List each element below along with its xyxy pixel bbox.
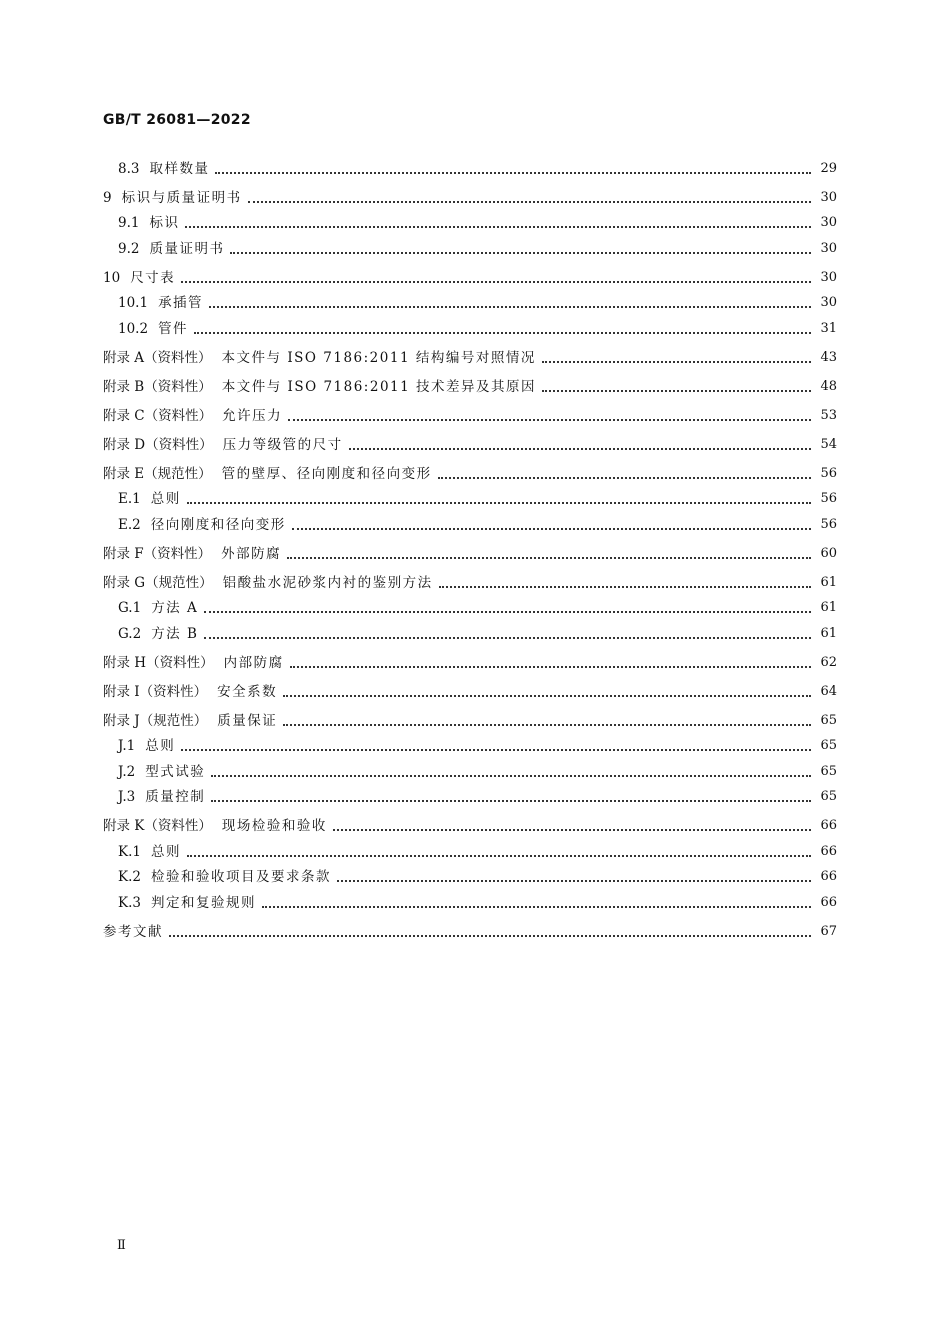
toc-entry-page: 31 bbox=[820, 320, 837, 336]
toc-entry[interactable] bbox=[103, 232, 837, 258]
dot-leader bbox=[290, 665, 811, 668]
toc-entry-page: 67 bbox=[820, 923, 837, 939]
toc-entry-page: 30 bbox=[820, 189, 837, 205]
toc-entry-title: 管件 bbox=[158, 320, 189, 337]
toc-entry-page: 29 bbox=[820, 160, 837, 176]
toc-entry-number: 附录 I（资料性） bbox=[103, 683, 208, 700]
toc-entry-title: 尺寸表 bbox=[130, 269, 176, 286]
dot-leader bbox=[349, 447, 811, 450]
toc-entry-page: 65 bbox=[820, 789, 837, 804]
toc-entry-page: 66 bbox=[820, 843, 837, 859]
dot-leader bbox=[292, 527, 811, 530]
toc-entry-number: 附录 G（规范性） bbox=[103, 574, 213, 591]
toc-entry-title: 现场检验和验收 bbox=[221, 818, 327, 834]
toc-entry-page: 60 bbox=[820, 545, 837, 561]
document-id: GB/T 26081—2022 bbox=[103, 112, 251, 128]
toc-entry-number: J.1 bbox=[118, 738, 136, 754]
toc-entry-number: 10 bbox=[103, 269, 121, 286]
toc-entry[interactable] bbox=[103, 810, 837, 836]
toc-entry-page: 30 bbox=[820, 240, 837, 256]
dot-leader bbox=[283, 694, 811, 697]
toc-entry[interactable] bbox=[103, 835, 837, 861]
toc-entry[interactable] bbox=[103, 886, 837, 912]
toc-entry-page: 65 bbox=[820, 738, 837, 753]
dot-leader bbox=[438, 476, 811, 479]
toc-entry-page: 62 bbox=[820, 654, 837, 670]
toc-entry-number: K.2 bbox=[118, 869, 141, 885]
dot-leader bbox=[185, 225, 811, 228]
dot-leader bbox=[187, 501, 811, 504]
table-of-contents bbox=[103, 152, 837, 941]
toc-entry-number: 9 bbox=[103, 189, 112, 206]
toc-entry[interactable] bbox=[103, 428, 837, 454]
toc-entry-title: 径向刚度和径向变形 bbox=[150, 516, 286, 533]
toc-entry[interactable] bbox=[103, 508, 837, 534]
toc-entry-title: 本文件与 ISO 7186:2011 技术差异及其原因 bbox=[221, 378, 537, 395]
toc-entry-number: K.1 bbox=[118, 843, 141, 860]
toc-entry-page: 43 bbox=[820, 349, 837, 365]
dot-leader bbox=[230, 251, 811, 254]
dot-leader bbox=[181, 280, 811, 283]
toc-entry-number: 9.1 bbox=[118, 215, 140, 231]
toc-entry-number: E.1 bbox=[118, 491, 141, 507]
toc-entry-title: 本文件与 ISO 7186:2011 结构编号对照情况 bbox=[221, 349, 536, 366]
dot-leader bbox=[248, 200, 811, 203]
toc-entry-title: 方法 A bbox=[151, 600, 199, 616]
toc-entry-title: 总则 bbox=[150, 843, 181, 860]
dot-leader bbox=[337, 879, 811, 882]
toc-entry-number: 9.2 bbox=[118, 240, 140, 257]
toc-entry-title: 总则 bbox=[145, 738, 176, 754]
toc-entry-title: 质量证明书 bbox=[149, 240, 225, 257]
toc-entry-number: 附录 H（资料性） bbox=[103, 654, 214, 671]
toc-entry[interactable] bbox=[103, 617, 837, 643]
toc-entry-title: 管的壁厚、径向刚度和径向变形 bbox=[221, 465, 432, 482]
toc-entry-page: 61 bbox=[820, 625, 837, 641]
toc-entry[interactable] bbox=[103, 915, 837, 941]
toc-entry-page: 64 bbox=[820, 683, 837, 699]
toc-entry[interactable] bbox=[103, 675, 837, 701]
toc-entry-number: G.2 bbox=[118, 625, 142, 642]
toc-entry[interactable] bbox=[103, 781, 837, 807]
toc-entry[interactable] bbox=[103, 181, 837, 207]
dot-leader bbox=[542, 389, 811, 392]
toc-entry[interactable] bbox=[103, 566, 837, 592]
toc-entry-page: 66 bbox=[820, 818, 837, 833]
dot-leader bbox=[169, 934, 811, 937]
toc-entry-page: 30 bbox=[820, 215, 837, 230]
toc-entry-number: J.2 bbox=[118, 763, 136, 780]
toc-entry-title: 方法 B bbox=[151, 625, 199, 642]
toc-entry[interactable] bbox=[103, 370, 837, 396]
toc-entry[interactable] bbox=[103, 755, 837, 781]
toc-entry-title: 内部防腐 bbox=[223, 654, 284, 671]
toc-entry-number: 8.3 bbox=[118, 160, 140, 177]
dot-leader bbox=[262, 905, 811, 908]
toc-entry-page: 53 bbox=[820, 407, 837, 423]
dot-leader bbox=[204, 636, 811, 639]
toc-entry-title: 铝酸盐水泥砂浆内衬的鉴别方法 bbox=[222, 574, 433, 591]
toc-entry-number: J.3 bbox=[118, 789, 136, 805]
toc-entry-page: 56 bbox=[820, 465, 837, 481]
toc-entry-page: 61 bbox=[820, 600, 837, 615]
dot-leader bbox=[211, 799, 811, 802]
toc-entry-title: 承插管 bbox=[158, 295, 204, 311]
toc-entry[interactable] bbox=[103, 312, 837, 338]
toc-entry-page: 56 bbox=[820, 516, 837, 532]
toc-entry-title: 允许压力 bbox=[222, 407, 283, 424]
toc-entry-page: 65 bbox=[820, 763, 837, 779]
dot-leader bbox=[283, 723, 811, 726]
toc-entry-title: 标识与质量证明书 bbox=[121, 189, 242, 206]
toc-entry-title: 型式试验 bbox=[145, 763, 206, 780]
toc-entry-number: 10.2 bbox=[118, 320, 149, 337]
toc-entry-page: 48 bbox=[820, 378, 837, 394]
toc-entry-page: 65 bbox=[820, 712, 837, 728]
dot-leader bbox=[542, 360, 811, 363]
toc-entry-title: 质量保证 bbox=[217, 712, 278, 729]
toc-entry-number: 附录 E（规范性） bbox=[103, 465, 212, 482]
toc-entry[interactable] bbox=[103, 457, 837, 483]
toc-entry[interactable] bbox=[103, 152, 837, 178]
toc-entry-number: K.3 bbox=[118, 894, 141, 911]
toc-entry[interactable] bbox=[103, 287, 837, 313]
dot-leader bbox=[194, 331, 811, 334]
toc-entry-number: 附录 C（资料性） bbox=[103, 407, 213, 424]
dot-leader bbox=[215, 171, 811, 174]
toc-entry-number: G.1 bbox=[118, 600, 142, 616]
toc-entry-number: 附录 D（资料性） bbox=[103, 436, 213, 453]
toc-entry-title: 压力等级管的尺寸 bbox=[222, 436, 343, 453]
toc-entry[interactable] bbox=[103, 399, 837, 425]
toc-entry-title: 判定和复验规则 bbox=[150, 894, 256, 911]
toc-entry-number: 10.1 bbox=[118, 295, 149, 311]
toc-entry-page: 30 bbox=[820, 269, 837, 285]
toc-entry-title: 总则 bbox=[150, 491, 181, 507]
toc-entry[interactable] bbox=[103, 537, 837, 563]
toc-entry-number: E.2 bbox=[118, 516, 141, 533]
toc-entry-title: 标识 bbox=[149, 215, 180, 231]
toc-entry-number: 附录 F（资料性） bbox=[103, 545, 212, 562]
toc-entry[interactable] bbox=[103, 207, 837, 233]
toc-entry-page: 30 bbox=[820, 295, 837, 310]
dot-leader bbox=[333, 828, 811, 831]
toc-entry[interactable] bbox=[103, 704, 837, 730]
toc-entry[interactable] bbox=[103, 861, 837, 887]
toc-entry-title: 质量控制 bbox=[145, 789, 206, 805]
toc-entry-page: 66 bbox=[820, 869, 837, 884]
toc-entry-title: 检验和验收项目及要求条款 bbox=[150, 869, 331, 885]
dot-leader bbox=[288, 418, 811, 421]
toc-entry-page: 54 bbox=[820, 436, 837, 452]
toc-entry-page: 61 bbox=[820, 574, 837, 590]
toc-entry-number: 附录 K（资料性） bbox=[103, 818, 212, 834]
toc-entry-number: 附录 J（规范性） bbox=[103, 712, 208, 729]
dot-leader bbox=[209, 305, 811, 308]
toc-entry-page: 56 bbox=[820, 491, 837, 506]
dot-leader bbox=[287, 556, 811, 559]
toc-entry-title: 取样数量 bbox=[149, 160, 210, 177]
dot-leader bbox=[187, 854, 811, 857]
dot-leader bbox=[211, 774, 811, 777]
toc-entry[interactable] bbox=[103, 261, 837, 287]
toc-entry-title: 参考文献 bbox=[103, 923, 163, 940]
toc-entry-title: 外部防腐 bbox=[221, 545, 282, 562]
toc-entry-number: 附录 B（资料性） bbox=[103, 378, 212, 395]
toc-entry[interactable] bbox=[103, 592, 837, 618]
toc-entry-number: 附录 A（资料性） bbox=[103, 349, 212, 366]
toc-entry-title: 安全系数 bbox=[217, 683, 278, 700]
toc-entry[interactable] bbox=[103, 730, 837, 756]
toc-entry[interactable] bbox=[103, 483, 837, 509]
dot-leader bbox=[181, 748, 811, 751]
toc-entry[interactable] bbox=[103, 341, 837, 367]
dot-leader bbox=[439, 585, 811, 588]
page-number: Ⅱ bbox=[117, 1238, 126, 1253]
dot-leader bbox=[204, 610, 811, 613]
toc-entry-page: 66 bbox=[820, 894, 837, 910]
toc-entry[interactable] bbox=[103, 646, 837, 672]
